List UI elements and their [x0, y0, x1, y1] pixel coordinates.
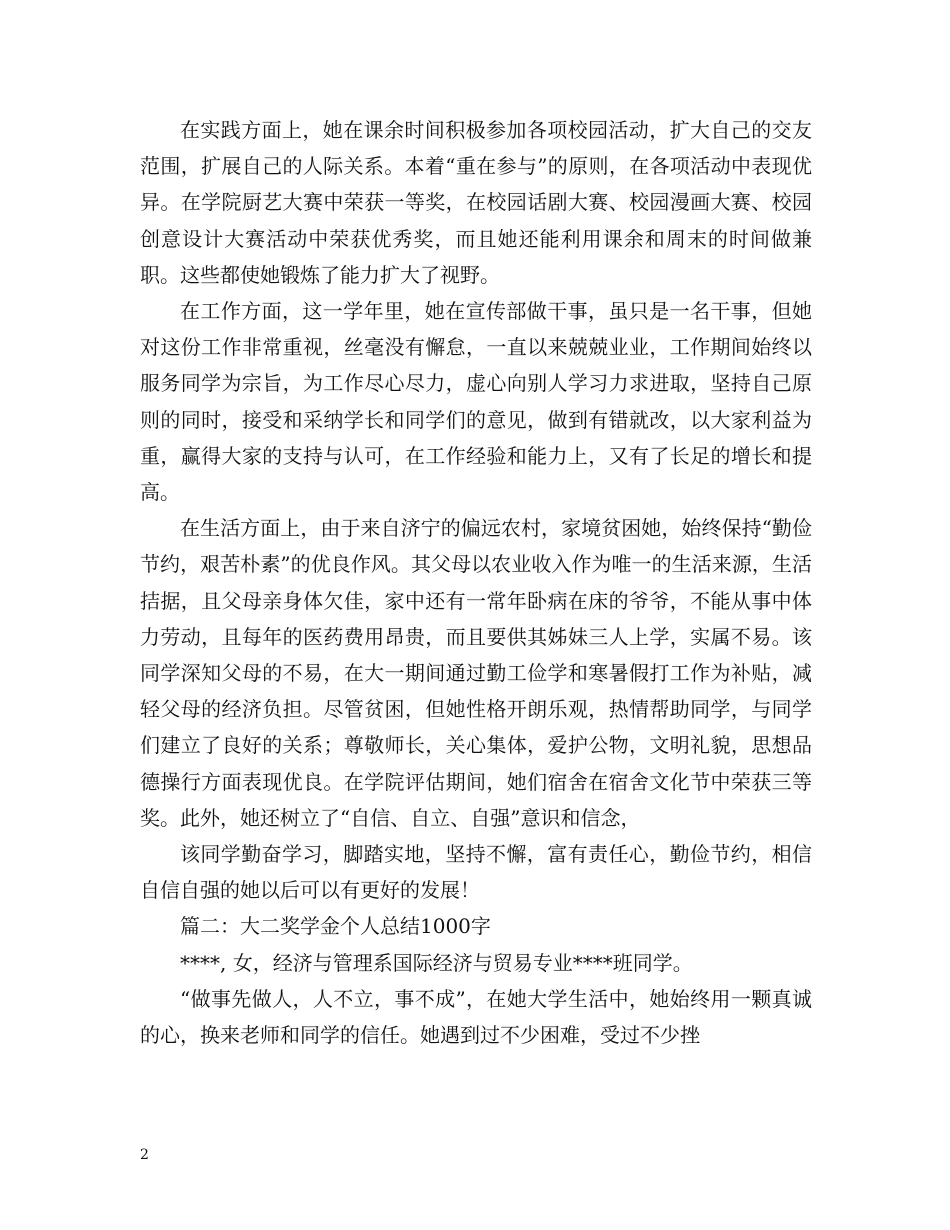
- paragraph-student-intro: ****, 女，经济与管理系国际经济与贸易专业****班同学。: [180, 950, 693, 975]
- paragraph-motto: “做事先做人，人不立，事不成”，在她大学生活中，她始终用一颗真诚的心，换来老师和同学的信任。她遇到过不少困难，受过不少挫: [140, 986, 812, 1048]
- paragraph-summary: 该同学勤奋学习，脚踏实地，坚持不懈，富有责任心，勤俭节约，相信自信自强的她以后可以有更好的发展！: [140, 842, 812, 903]
- paragraph-work: 在工作方面，这一学年里，她在宣传部做干事，虽只是一名干事，但她对这份工作非常重视，丝毫没有懈怠，一直以来兢兢业业，工作期间始终以服务同学为宗旨，为工作尽心尽力，虚心向别人学习力求进取，坚持自己原则的同时，接受和采纳学长和同学们的意见，做到有错就改，以大家利益为重，赢得大家的支持与认可，在工作经验和能力上，又有了长足的增长和提高。: [140, 299, 812, 505]
- paragraph-life: 在生活方面上，由于来自济宁的偏远农村，家境贫困她，始终保持“勤俭节约，艰苦朴素”的优良作风。其父母以农业收入作为唯一的生活来源，生活拮据，且父母亲身体欠佳，家中还有一常年卧病在床的爷爷，不能从事中体力劳动，且每年的医药费用昂贵，而且要供其姊妹三人上学，实属不易。该同学深知父母的不易，在大一期间通过勤工俭学和寒暑假打工作为补贴，减轻父母的经济负担。尽管贫困，但她性格开朗乐观，热情帮助同学，与同学们建立了良好的关系；尊敬师长，关心集体，爱护公物，文明礼貌，思想品德操行方面表现优良。在学院评估期间，她们宿舍在宿舍文化节中荣获三等奖。此外，她还树立了“自信、自立、自强”意识和信念，: [140, 516, 812, 830]
- section-heading: 篇二：大二奖学金个人总结1000字: [180, 914, 491, 939]
- paragraph-practice: 在实践方面上，她在课余时间积极参加各项校园活动，扩大自己的交友范围，扩展自己的人际关系。本着“重在参与”的原则，在各项活动中表现优异。在学院厨艺大赛中荣获一等奖，在校园话剧大赛、校园漫画大赛、校园创意设计大赛活动中荣获优秀奖，而且她还能利用课余和周末的时间做兼职。这些都使她锻炼了能力扩大了视野。: [140, 118, 812, 287]
- page-number: 2: [140, 1147, 149, 1163]
- document-body: [140, 112, 812, 1053]
